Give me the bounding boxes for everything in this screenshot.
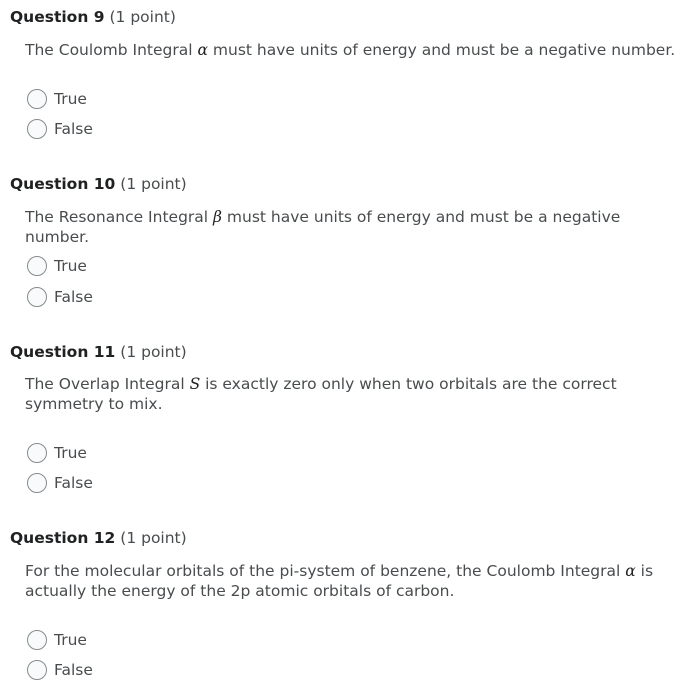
- question-header: [10, 174, 187, 194]
- radio-button[interactable]: [27, 660, 47, 680]
- option-label: True: [54, 444, 87, 462]
- question-text: [25, 40, 680, 60]
- option-label: True: [54, 90, 87, 108]
- option-label: False: [54, 120, 93, 138]
- question-points: (1 point): [120, 175, 187, 193]
- option-true[interactable]: [27, 87, 87, 111]
- alpha-symbol: α: [197, 41, 208, 59]
- radio-button[interactable]: [27, 630, 47, 650]
- question-text-part: must have units of energy and must be a negative number.: [207, 41, 676, 59]
- question-title: Question 9: [10, 8, 105, 26]
- option-label: False: [54, 474, 93, 492]
- question-text: [25, 207, 680, 247]
- question-header: [10, 528, 187, 548]
- s-symbol: S: [189, 375, 201, 393]
- option-false[interactable]: [27, 658, 93, 682]
- radio-button[interactable]: [27, 119, 47, 139]
- question-text-part: The Coulomb Integral: [25, 41, 198, 59]
- radio-button[interactable]: [27, 473, 47, 493]
- question-points: (1 point): [109, 8, 176, 26]
- question-text-part: For the molecular orbitals of the pi-system of benzene, the Coulomb Integral: [25, 562, 626, 580]
- question-points: (1 point): [120, 343, 187, 361]
- question-text: [25, 561, 660, 601]
- question-title: Question 11: [10, 343, 116, 361]
- alpha-symbol: α: [625, 562, 636, 580]
- question-header: [10, 7, 176, 27]
- question-text-part: The Overlap Integral: [25, 375, 190, 393]
- question-text-part: is exactly zero only when two orbitals are the correct symmetry to mix.: [25, 375, 617, 413]
- option-label: True: [54, 257, 87, 275]
- option-false[interactable]: [27, 471, 93, 495]
- radio-button[interactable]: [27, 287, 47, 307]
- option-label: False: [54, 661, 93, 679]
- option-true[interactable]: [27, 628, 87, 652]
- option-false[interactable]: [27, 117, 93, 141]
- question-title: Question 10: [10, 175, 116, 193]
- option-true[interactable]: [27, 254, 87, 278]
- radio-button[interactable]: [27, 256, 47, 276]
- option-false[interactable]: [27, 285, 93, 309]
- beta-symbol: β: [213, 208, 222, 226]
- question-text: [25, 374, 625, 414]
- question-text-part: The Resonance Integral: [25, 208, 214, 226]
- option-label: True: [54, 631, 87, 649]
- question-header: [10, 342, 187, 362]
- option-label: False: [54, 288, 93, 306]
- question-points: (1 point): [120, 529, 187, 547]
- radio-button[interactable]: [27, 443, 47, 463]
- radio-button[interactable]: [27, 89, 47, 109]
- question-text-part: is actually the energy of the 2p atomic orbitals of carbon.: [25, 562, 654, 600]
- option-true[interactable]: [27, 441, 87, 465]
- question-title: Question 12: [10, 529, 116, 547]
- question-text-part: must have units of energy and must be a negative number.: [25, 208, 621, 246]
